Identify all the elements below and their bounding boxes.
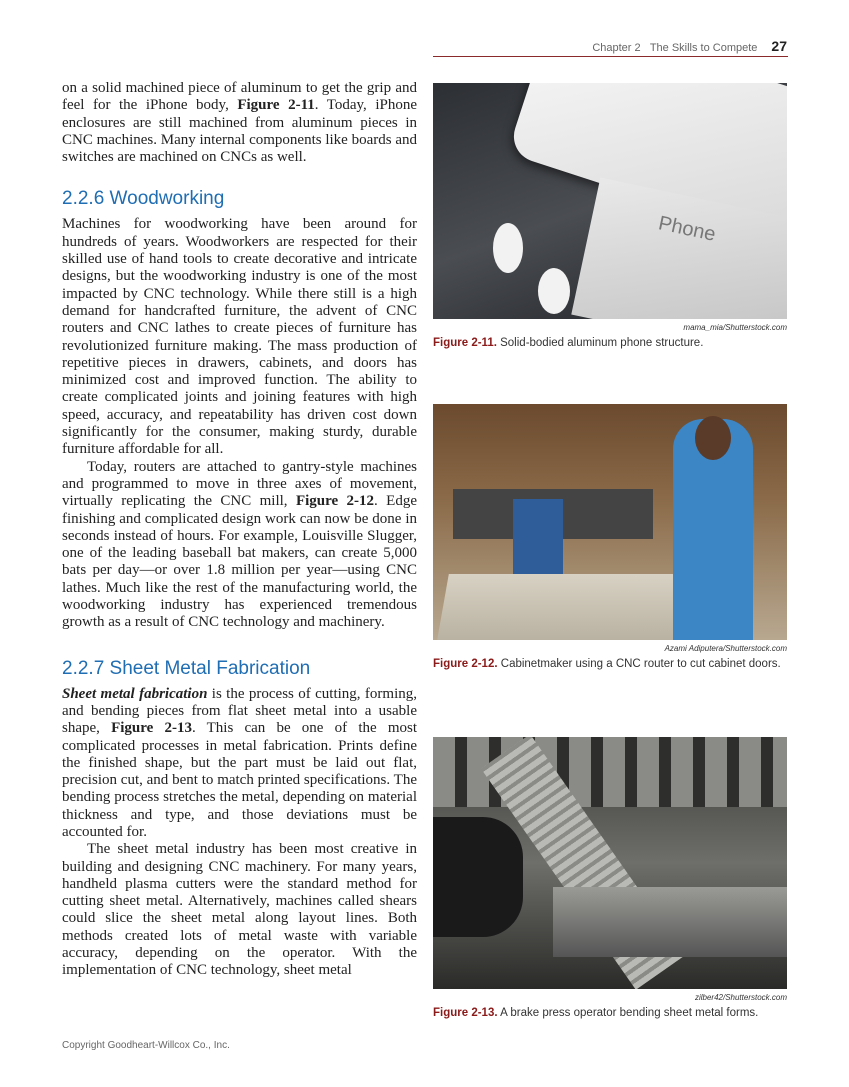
text: . Edge finishing and complicated design work can now be done in seconds instead of hours. For example, Louisville Slugger, one of the leading baseball bat makers, can create 5,000 bats per day—or over 1.8 million per year—using CNC lathes. Much like the rest of the manufacturing world, the woodworking industry has experienced tremendous growth as a result of CNC technology and machinery. [62, 493, 417, 631]
copyright-footer: Copyright Goodheart-Willcox Co., Inc. [62, 1040, 230, 1051]
figure-label: Figure 2-12. [433, 658, 498, 670]
photo-credit: mama_mia/Shutterstock.com [683, 323, 787, 332]
figure-ref: Figure 2-13 [111, 720, 192, 737]
running-header [433, 38, 787, 54]
key-term: Sheet metal fabrication [62, 685, 208, 702]
box-lettering: Phone [656, 212, 718, 246]
figure-2-13 [433, 737, 787, 1020]
phone-photo [433, 83, 787, 319]
photo-credit: Azami Adiputera/Shutterstock.com [664, 644, 787, 653]
text: . Today, iPhone enclosures are still machined from aluminum pieces in CNC machines. Many internal components like boards and switches are machined on CNCs as well. [62, 97, 417, 166]
paragraph [62, 686, 417, 842]
figure-caption [433, 1006, 787, 1020]
paragraph: The sheet metal industry has been most creative in building and designing CNC machinery. For many years, handheld plasma cutters were the standard method for cutting sheet metal. Alternatively, machines called shears could slice the sheet metal along layout lines. Both methods created lots of metal waste with variable accuracy, depending on the operator. With the implementation of CNC technology, sheet metal [62, 841, 417, 979]
header-rule [433, 56, 788, 57]
paragraph [62, 80, 417, 166]
figure-2-12 [433, 404, 787, 671]
page-number: 27 [771, 38, 787, 54]
cnc-router-photo [433, 404, 787, 640]
main-text-column [62, 80, 417, 980]
section-heading-sheet-metal: 2.2.7 Sheet Metal Fabrication [62, 657, 311, 679]
text: Today, routers are attached to gantry-style machines and programmed to move in three axes of movement, virtually replicating the CNC mill, [62, 458, 417, 510]
photo-credit: zilber42/Shutterstock.com [694, 993, 787, 1002]
figure-ref: Figure 2-12 [295, 493, 375, 510]
figure-caption [433, 657, 787, 671]
caption-text: Solid-bodied aluminum phone structure. [496, 337, 704, 349]
text: . This can be one of the most complicated processes in metal fabrication. Prints define the finished shape, but the part must be laid out flat, precision cut, and bent to match printed specifications. The bending process stretches the metal, depending on material thickness and type, and those deviations must be accounted for. [62, 720, 417, 840]
section-heading-woodworking: 2.2.6 Woodworking [62, 188, 225, 210]
caption-text: Cabinetmaker using a CNC router to cut cabinet doors. [497, 658, 781, 670]
figure-label: Figure 2-13. [433, 1007, 498, 1019]
figure-2-11 [433, 83, 787, 350]
caption-text: A brake press operator bending sheet metal forms. [497, 1007, 759, 1019]
figure-ref: Figure 2-11 [237, 97, 315, 114]
chapter-title: The Skills to Compete [649, 42, 758, 54]
brake-press-photo [433, 737, 787, 989]
text: is the process of cutting, forming, and bending pieces from flat sheet metal into a usable shape, [62, 685, 417, 737]
figure-label: Figure 2-11. [433, 337, 497, 349]
figure-caption [433, 336, 787, 350]
paragraph: Machines for woodworking have been around for hundreds of years. Woodworkers are respected for their skilled use of hand tools to create decorative and intricate designs, but the woodworking industry is one of the most impacted by CNC technology. While there still is a high demand for handcrafted furniture, the advent of CNC routers and CNC lathes to create pieces of furniture has revolutionized furniture making. The mass production of repetitive pieces in drawers, cabinets, and doors has minimized cost and improved function. The ability to create complicated joints and joining features with high speed, accuracy, and repeatability has driven cost down significantly for the consumer, making sturdy, durable furniture affordable for all. [62, 216, 417, 458]
chapter-label: Chapter 2 [592, 42, 641, 54]
paragraph [62, 459, 417, 632]
text: on a solid machined piece of aluminum to get the grip and feel for the iPhone body, [62, 80, 417, 114]
